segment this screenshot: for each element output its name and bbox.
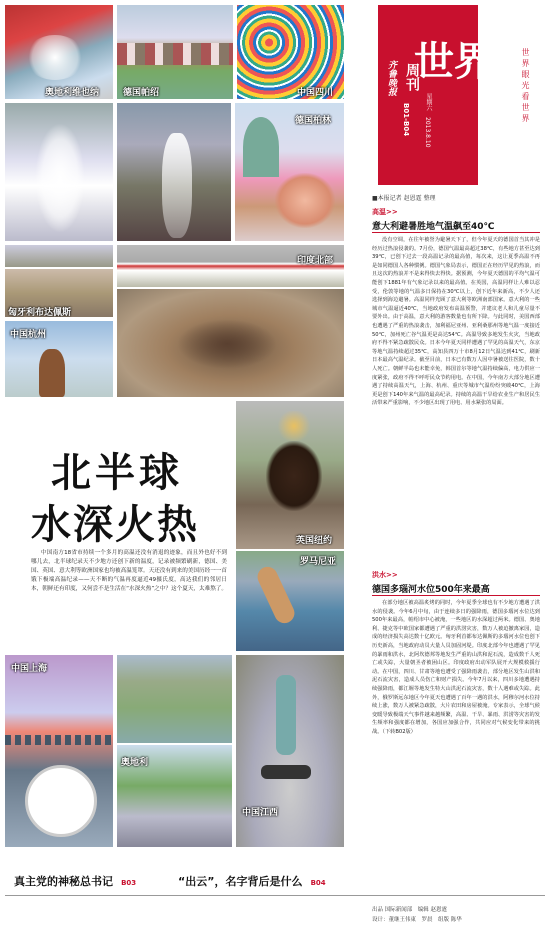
caption-romania: 罗马尼亚: [300, 557, 337, 567]
masthead-weekday: 星期六: [425, 93, 432, 111]
photo-germany-passau: [117, 5, 233, 99]
article2-body: 在部分地区被高温炙烤的同时，今年夏季全球也有不少地方遭遇了洪水的侵袭。今年6月中旬，由于连续多日的强降雨，德国多瑙河水位达到500年来最高，帕绍市中心被淹，一些地区的水深超过两米。德国、奥地利、捷克等中欧国家都遭遇了严重的洪涝灾害，数万人被迫撤离家园，造成的经济损失高达数十亿欧元。匈牙利首都布达佩斯的多瑙河水位也创下历史新高，当地政府动员大量人员加固河堤。印度北部今年也遭遇了罕见的暴雨和洪水，北阿坎德邦等地发生严重的山洪和泥石流，造成数千人死亡或失踪，大量朝圣者被困山区。印度政府出动军队展开大规模救援行动。在中国，四川、甘肃等地也遭受了强降雨袭击，部分地区发生山洪和泥石流灾害，造成人员伤亡和财产损失。今年7月以来，四川多地遭遇持续强降雨，都江堰等地发生特大山洪泥石流灾害，数十人遇难或失踪。此外，俄罗斯远东地区今年夏天也遭遇了百年一遇的洪水，阿穆尔河水位持续上涨，数万人被紧急疏散，大片农田和房屋被淹。专家表示，全球气候变暖导致极端天气事件越来越频繁，高温、干旱、暴雨、洪涝等灾害的发生频率和强度都在增加，各国应加强合作，共同应对气候变化带来的挑战。（下转B02版）: [372, 600, 540, 735]
article1-rule: [372, 232, 540, 233]
photo-austria-boardwalk: [117, 745, 232, 847]
caption-hungary-budapest: 匈牙利布达佩斯: [8, 308, 72, 317]
photo-romania: [236, 551, 344, 651]
photo-hungary-budapest-1: [5, 245, 113, 267]
byline-reporter-label: 本报记者: [377, 195, 402, 202]
article2-title: 德国多瑙河水位500年来最高: [372, 585, 490, 595]
article1-body: 没有空调，在往年被誉为避暑天下了，但今年夏天的德国首当其冲是经历过热浪侵袭的。7月份，德国气温最高超过38℃，有些地方甚至达到39℃，已创下过去一段高温记录的最高值，每次来，这让夏季高温不再是如同德国人各种惯例。德国气象局表示，德国正在经历罕见的热浪，而且这次的热浪并不是来得快去得快。据预测，今年夏天德国的平均气温可能创下1881年有气象记录以来的最高值。在英国，高温同样让人难以忍受，伦敦等地的气温多日保持在30℃以上，创下近年来新高，不少人还选择到海边避暑。高温同样光顾了意大利等欧洲南部国家。意大利的一些城市气温逼近40℃，当地政府发布高温预警，并建议老人和儿童尽量不要外出。由于高温，意大利的游客数量也有所下降。与此同时，美国西部也遭遇了严重的热浪袭击，加利福尼亚州、亚利桑那州等地气温一度接近50℃，加州死亡谷气温更是高达54℃。高温导致多地发生火灾，当地政府不得不紧急疏散民众。日本今年夏天同样遭遇了罕见的高温天气，东京等地气温持续超过35℃，高知县四万十市8月12日气温达到41℃，刷新日本最高气温纪录。截至目前，日本已有数万人因中暑被送往医院，数十人死亡。朝鲜半岛也未能幸免，韩国首尔等地气温持续偏高，电力供应一度紧张，政府不得不呼吁民众节约用电。在中国，今年南方大部分地区遭遇了持续高温天气，上海、杭州、重庆等城市气温纷纷突破40℃，上海更是创下140年来气温的最高纪录。持续的高温干旱给农业生产和居民生活带来严重影响，不少地区出现了用电、用水紧张的局面。: [372, 237, 540, 407]
masthead-slogan: 世界眼光看世界: [521, 48, 530, 125]
caption-china-sichuan: 中国四川: [297, 88, 334, 98]
photo-china-jiangxi: [236, 655, 344, 847]
caption-india-north: 印度北部: [297, 256, 334, 266]
caption-germany-passau: 德国帕绍: [123, 88, 160, 98]
photo-austria-flood: [117, 655, 232, 743]
caption-china-shanghai: 中国上海: [11, 664, 48, 674]
caption-germany-berlin: 德国柏林: [295, 116, 332, 126]
photo-germany-berlin: [235, 103, 344, 241]
byline: [372, 193, 436, 202]
photo-china-hangzhou: [5, 321, 113, 397]
photo-hungary-budapest-2: [5, 269, 113, 317]
intro-paragraph: 中国南方18省市持续一个多月的高温还没有消退的迹象，而且外也好不到哪儿去，北半球纪录天不少地方还创下新的温度，记录被频繁刷新，德国、美国、英国、意大利等欧洲国家也均被高温笼罩。天还没有到来的美国历经一一首饿下极端高温纪录——天不断的气温再度逼近49摄氏度，高达我们的邻居日本，朝鲜还有印度，又何尝不是生活在“水深火热”之中？这个夏天，太难熬了。: [31, 550, 227, 592]
footer-teaser-1-title: 真主党的神秘总书记: [14, 875, 113, 888]
masthead-section: 周刊: [404, 63, 420, 91]
caption-austria-vienna: 奥地利维也纳: [45, 88, 100, 98]
photo-austria-vienna: [5, 5, 113, 99]
caption-uk-newcastle: 英国纽约: [296, 536, 333, 546]
byline-reporter: 赵恩霆: [403, 195, 422, 202]
masthead-brand: 齐鲁晚报: [386, 60, 396, 96]
caption-china-jiangxi: 中国江西: [242, 808, 279, 818]
photo-china-shanghai: [5, 655, 113, 847]
caption-china-hangzhou: 中国杭州: [10, 330, 47, 340]
masthead-title: 世界: [414, 38, 494, 85]
photo-germany-berlin-fountain: [117, 103, 231, 241]
footer-teaser-1[interactable]: [14, 870, 136, 889]
photo-india-north-flood: [117, 289, 344, 397]
credits-line-1: 出品 国际新闻部 编辑 赵恩霆: [372, 907, 447, 913]
headline-line-2: 水深火热: [31, 501, 199, 548]
footer-teaser-2-page: B04: [310, 879, 326, 887]
article1-kicker: 高温>>: [372, 208, 398, 216]
footer-teaser-1-page: B03: [121, 879, 137, 887]
photo-india-north-town: [117, 245, 344, 287]
article2-rule: [372, 595, 540, 596]
footer-teaser-2-title: “出云”，名字背后是什么: [178, 875, 303, 888]
article2-kicker: 洪水>>: [372, 571, 398, 579]
footer-divider: [5, 895, 545, 896]
headline-line-1: 北半球: [51, 449, 183, 496]
masthead: [378, 5, 478, 185]
masthead-date: 2013.8.10: [424, 117, 431, 148]
headline-block: [5, 401, 233, 651]
credits-line-2: 设计：董继王伟東 罗晨 组版 陈华: [372, 917, 462, 923]
byline-editor-label: 整理: [423, 195, 436, 202]
article1-title: 意大利避暑胜地气温飙至40℃: [372, 222, 495, 232]
caption-austria: 奥地利: [121, 758, 149, 768]
footer-teaser-2[interactable]: [178, 870, 326, 889]
photo-china-sichuan: [237, 5, 344, 99]
photo-fountain-splash: [5, 103, 113, 241]
photo-uk-newcastle: [236, 401, 344, 549]
masthead-issue: B01-B04: [402, 103, 410, 137]
byline-mark: ■: [372, 195, 378, 202]
